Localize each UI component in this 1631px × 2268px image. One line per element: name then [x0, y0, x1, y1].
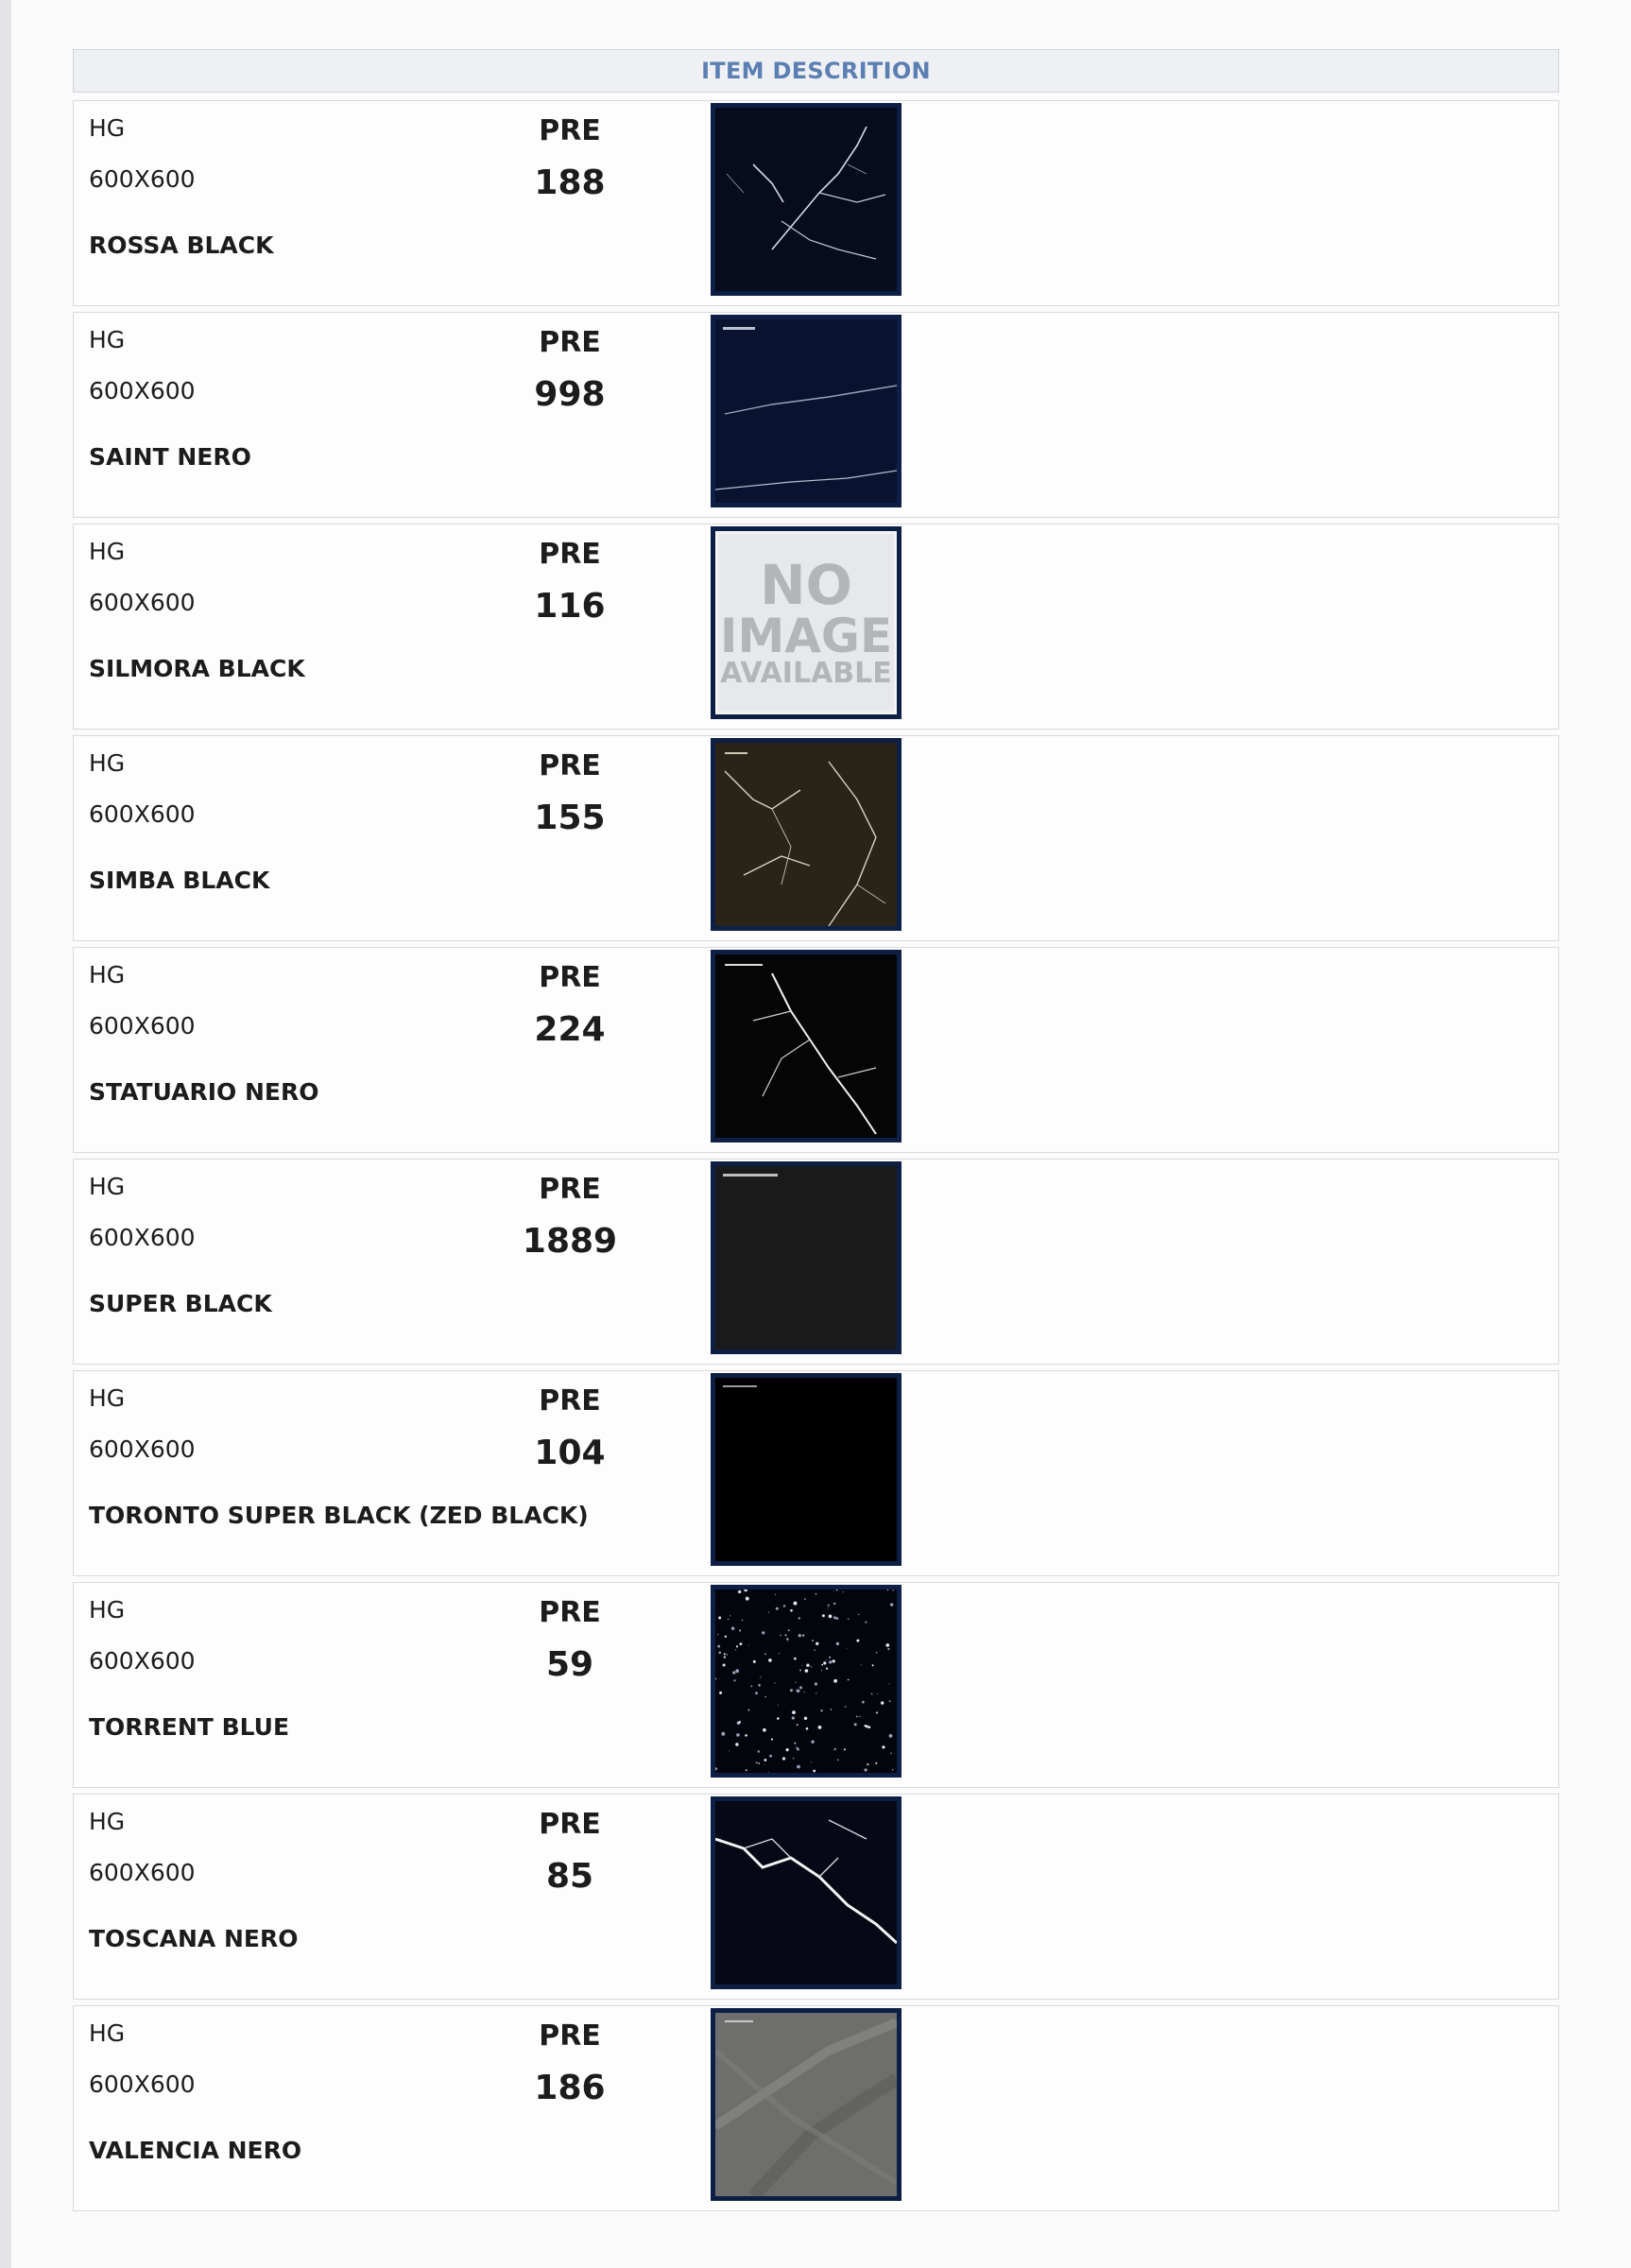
item-quantity: 186 [534, 2069, 606, 2107]
placeholder-line2: IMAGE [719, 609, 893, 663]
item-series: HG [89, 326, 126, 353]
item-row [73, 312, 1559, 518]
item-status: PRE [539, 538, 601, 571]
item-row [73, 1794, 1559, 2000]
item-size: 600X600 [89, 1012, 196, 1040]
item-name: TOSCANA NERO [89, 1925, 299, 1952]
item-name: STATUARIO NERO [89, 1078, 319, 1106]
item-series: HG [89, 961, 126, 988]
tile-image [711, 1373, 901, 1566]
item-size: 600X600 [89, 589, 196, 616]
item-status: PRE [539, 1173, 601, 1206]
item-size: 600X600 [89, 1647, 196, 1675]
item-name: TORRENT BLUE [89, 1713, 290, 1741]
item-quantity: 998 [534, 375, 606, 414]
item-size: 600X600 [89, 1224, 196, 1251]
item-name: SIMBA BLACK [89, 867, 270, 894]
tile-image [711, 1585, 901, 1778]
tile-image [711, 315, 901, 507]
item-series: HG [89, 1596, 126, 1624]
tile-image [711, 2008, 901, 2201]
item-name: SILMORA BLACK [89, 655, 305, 682]
item-size: 600X600 [89, 377, 196, 404]
item-status: PRE [539, 1596, 601, 1629]
item-size: 600X600 [89, 2070, 196, 2098]
item-row [73, 1370, 1559, 1576]
left-margin-strip [0, 0, 11, 2268]
item-row [73, 1159, 1559, 1365]
item-series: HG [89, 538, 126, 565]
header-title: ITEM DESCRITION [701, 58, 931, 84]
item-row [73, 1582, 1559, 1788]
item-status: PRE [539, 1384, 601, 1418]
tile-image [711, 1796, 901, 1989]
item-name: VALENCIA NERO [89, 2137, 302, 2164]
item-quantity: 155 [534, 799, 606, 837]
item-quantity: 116 [534, 587, 606, 626]
item-quantity: 1889 [522, 1222, 618, 1261]
item-size: 600X600 [89, 1435, 196, 1463]
tile-image [711, 1161, 901, 1354]
item-name: SUPER BLACK [89, 1290, 272, 1317]
item-name: ROSSA BLACK [89, 232, 274, 259]
item-row [73, 100, 1559, 306]
item-series: HG [89, 1384, 126, 1412]
item-status: PRE [539, 1808, 601, 1841]
item-size: 600X600 [89, 165, 196, 193]
item-series: HG [89, 114, 126, 142]
item-name: TORONTO SUPER BLACK (ZED BLACK) [89, 1502, 589, 1529]
tile-image [711, 103, 901, 296]
item-series: HG [89, 749, 126, 777]
item-row [73, 947, 1559, 1153]
item-quantity: 224 [534, 1010, 606, 1049]
item-quantity: 85 [545, 1857, 594, 1896]
no-image-placeholder [715, 531, 897, 714]
item-name: SAINT NERO [89, 443, 251, 471]
item-row [73, 524, 1559, 730]
item-quantity: 188 [534, 163, 606, 202]
placeholder-line3: AVAILABLE [720, 657, 892, 690]
item-series: HG [89, 1173, 126, 1200]
item-status: PRE [539, 961, 601, 994]
item-size: 600X600 [89, 1859, 196, 1886]
item-series: HG [89, 2019, 126, 2047]
tile-image [711, 526, 901, 719]
item-status: PRE [539, 749, 601, 782]
item-size: 600X600 [89, 800, 196, 828]
tile-image [711, 738, 901, 931]
item-series: HG [89, 1808, 126, 1835]
item-status: PRE [539, 2019, 601, 2053]
placeholder-line1: NO [760, 553, 852, 617]
item-quantity: 104 [534, 1434, 606, 1472]
item-status: PRE [539, 114, 601, 147]
item-row [73, 2005, 1559, 2211]
item-status: PRE [539, 326, 601, 359]
item-quantity: 59 [545, 1645, 594, 1684]
tile-image [711, 950, 901, 1143]
item-list [73, 100, 1559, 2217]
table-header [73, 49, 1559, 93]
item-row [73, 735, 1559, 941]
